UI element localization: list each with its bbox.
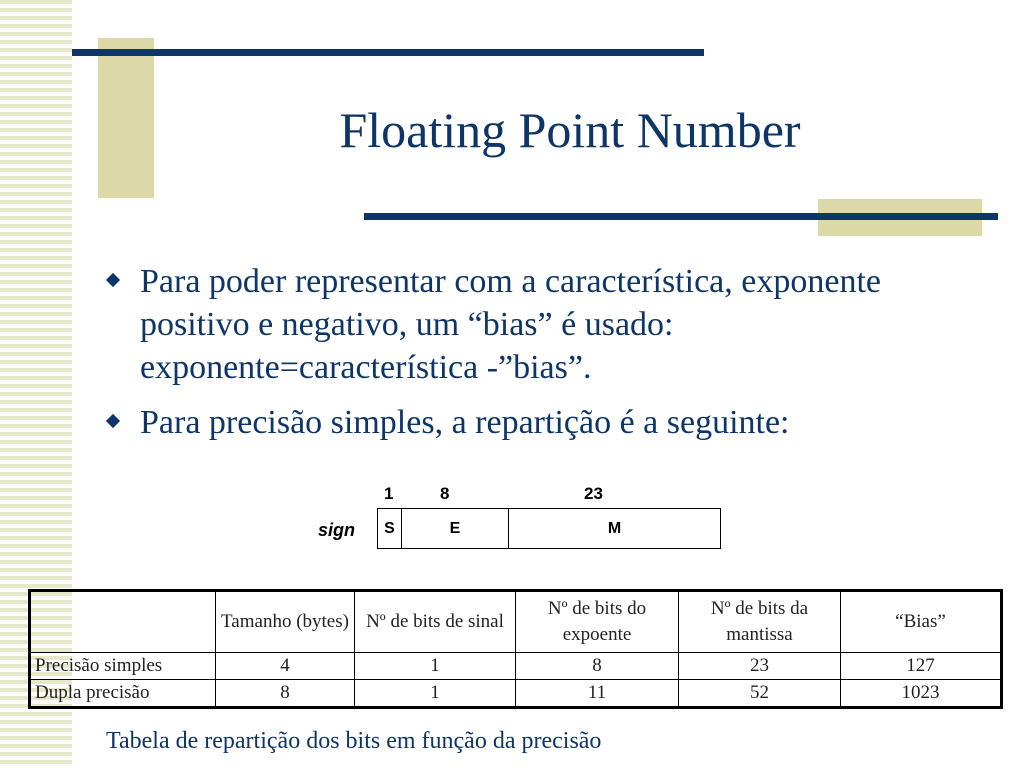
- table-header-cell: Nº de bits de sinal: [355, 591, 516, 653]
- table-cell: 1: [355, 653, 516, 680]
- table-cell: 1023: [841, 680, 1002, 708]
- diamond-bullet-icon: [106, 273, 120, 287]
- bullet-text: Para precisão simples, a repartição é a seguinte:: [140, 404, 790, 441]
- mantissa-bit-width: 23: [584, 484, 603, 503]
- sign-field: S: [378, 509, 402, 548]
- mantissa-field: M: [607, 519, 622, 537]
- table-cell: 8: [516, 653, 679, 680]
- table-caption: Tabela de repartição dos bits em função da precisão: [106, 728, 602, 754]
- slide-title: Floating Point Number: [339, 102, 801, 158]
- sign-label: sign: [318, 520, 356, 540]
- table-header-cell: [30, 591, 216, 653]
- bit-layout-diagram: [377, 508, 721, 549]
- table-cell: 4: [216, 653, 355, 680]
- table-cell: 8: [216, 680, 355, 708]
- bullet-list: [102, 260, 982, 456]
- bullet-item: [102, 401, 982, 444]
- table-header-row: [30, 591, 1002, 653]
- title-rule-top: [72, 49, 704, 56]
- title-rule-bottom: [364, 213, 998, 220]
- table-cell: Precisão simples: [30, 653, 216, 680]
- table-header-cell: Nº de bits do expoente: [516, 591, 679, 653]
- exponent-bit-width: 8: [440, 484, 450, 503]
- table-row: [30, 653, 1002, 680]
- bullet-item: [102, 260, 982, 389]
- table-row: [30, 680, 1002, 708]
- table-header-cell: “Bias”: [841, 591, 1002, 653]
- bullet-text: Para poder representar com a característica, exponente positivo e negativo, um “bias” é usado: exponente=característica -”bias”.: [140, 263, 881, 386]
- table-header-cell: Tamanho (bytes): [216, 591, 355, 653]
- table-header-cell: Nº de bits da mantissa: [679, 591, 841, 653]
- title-accent-block: [98, 38, 154, 198]
- diamond-bullet-icon: [106, 414, 120, 428]
- table-cell: 23: [679, 653, 841, 680]
- table-cell: 1: [355, 680, 516, 708]
- exponent-field: E: [402, 509, 509, 548]
- precision-table: [28, 589, 1003, 709]
- table-cell: 11: [516, 680, 679, 708]
- table-cell: Dupla precisão: [30, 680, 216, 708]
- table-cell: 127: [841, 653, 1002, 680]
- sign-bit-width: 1: [384, 484, 394, 503]
- table-cell: 52: [679, 680, 841, 708]
